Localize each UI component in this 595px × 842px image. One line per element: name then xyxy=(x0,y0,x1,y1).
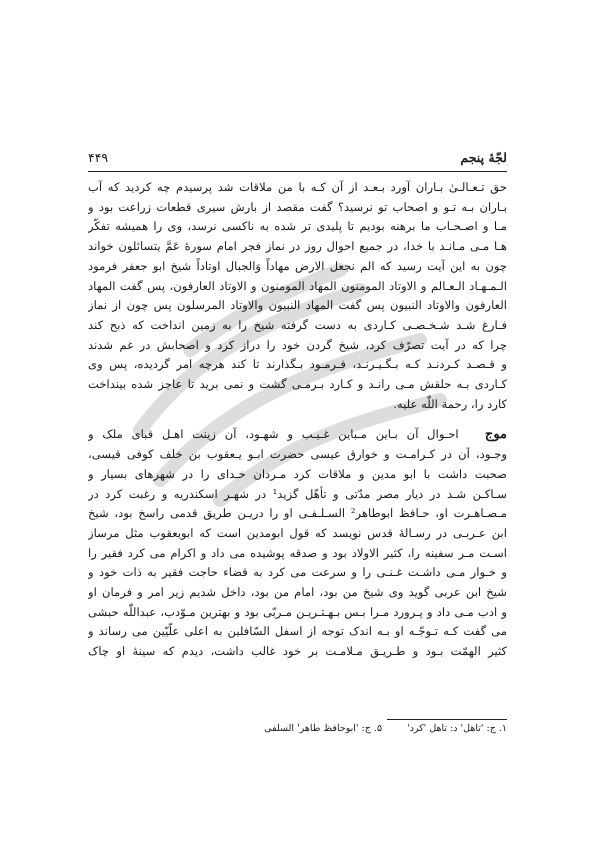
chapter-title: لجّهٔ پنجم xyxy=(460,150,507,165)
text-line: فـارغ شـد شـخـصـی کـاردی به دست گرفته شیخ را به زمین انداخت که ذبح کند xyxy=(88,317,507,332)
header-divider xyxy=(88,171,507,172)
paragraph-2 xyxy=(88,425,507,661)
text-line: هـا مـی مـانـد با خدا، در جمیع احوال روز در نماز فجر امام سورهٔ عَمَّ یتسائلون خواند xyxy=(88,239,507,254)
text-line: شیخ ابن عربی گوید وی شیخ من بود، امام من بود، داخل شدیم زیر امر و فرمان او xyxy=(88,585,507,600)
text-line: احـوال آن بـاین مـباین غـیـب و شهـود، آن زینت اهـل قبای ملک و xyxy=(88,427,459,442)
footnote-1: ۱. ج: 'تاهل' د: تاهل 'کرد' xyxy=(407,723,507,734)
text-line: کـاردی بـه حلقش مـی رانـد و کـارد بـرمـی گشت و نمی برید تا عاجز شده بینداخت xyxy=(88,377,507,392)
text-line: حق تـعـالـیٰ بـاران آورد بـعـد از آن کـه با من ملاقات شد پرسیدم چه کردید که آب xyxy=(88,180,507,194)
footnote-divider xyxy=(387,719,507,720)
footnotes xyxy=(88,723,507,734)
text-line: چرا که در آیت تصرّف کرد، شیخ گردن خود را دراز کرد و اصحابش در غم شدند xyxy=(88,337,507,352)
text-line: صحبت داشت با ابو مدین و ملاقات کرد مـردان خـدای را در شهرهای بسیار و xyxy=(88,466,507,481)
text-line: می گفت کـه تـوجّـه او بـه اندک توجه از اسفل السّافلین به اعلی علّیّین می رساند و xyxy=(88,624,507,639)
entry-heading: موج xyxy=(484,427,507,443)
text-line: اسـت مـر سفینه را، کثیر الاولاد بود و صدقه پوشیده می داد و اکرام می کرد فقیر را xyxy=(88,545,507,560)
text-line: چون به این آیت رسید که الم نجعل الارض مهاداً وَالجبال اوتاداً شیخ ابو جعفر فرمود xyxy=(88,258,507,273)
text-line: بـاران بـه تـو و اصحاب تو نرسید؟ گفت مقصد از بارش سیری قطعات زراعت بود و xyxy=(88,199,507,214)
text-line: العارفون والاوتاد النبیون پس گفت المهاد النبیون والاوتاد المرسلون پس چون از نماز xyxy=(88,298,507,313)
running-header xyxy=(88,150,507,170)
text-line: سـاکـن شـد در دیار مصر مدّتی و تأهّل گزید¹ در شهـر اسکندریه و رغبت کرد در xyxy=(88,486,507,501)
text-line: مـصـاهـرت او، حـافظ ابوطاهر² السـلـفـی او را دریـن طریق قدمی راسخ بود، شیخ xyxy=(88,506,507,521)
text-line: ابن عـربـی در رسـالهٔ قدس نویسد که قول ابومدین است که ابویعقوب مثل مرساز xyxy=(88,525,507,540)
text-line: کثیر الهمّت بـود و طـریـق مـلامـت بر خود غالب داشت، دیدم که سینهٔ او چاک xyxy=(88,644,507,659)
text-line: و قـصـد کـردنـد کـه بـگـیـرنـد، فـرمـود بـگذارند تا کند هرچه امر گردیده، پس وی xyxy=(88,357,507,372)
page-number: ۴۴۹ xyxy=(88,150,109,165)
text-line: الـمـهـاد الـعـالم و الاوتاد المومنون المهاد المومنون و الاوتاد العارفون، پس گفت المهاد xyxy=(88,278,507,293)
text-line: وجـود، آن در کـرامـت و خوارق عیسی حضرت ابـو یـعقوب بن خلف کوفی قیسی، xyxy=(88,447,507,462)
text-line: کارد را، رحمة اللّٰه علیه. xyxy=(393,396,507,411)
text-line: و خـوار مـی داشـت غـنـی را و سرعت می کرد به قضاء حاجت فقیر به ذات خود و xyxy=(88,565,507,580)
main-text xyxy=(88,178,507,662)
text-line: مـا و اصـحـاب ما برهنه بودیم تا پلیدی تر شده به ناکسی نرسد، وی را همیشه تفکّر xyxy=(88,219,507,234)
text-line: و ادب مـی داد و پـرورد مـرا بـس بـهـتـریـن مـربّی بود و بهترین مـوّدب، عبداللّٰه حبشی xyxy=(88,604,507,619)
paragraph-1 xyxy=(88,178,507,414)
footnote-2: ۵. ج: 'ابوحافظ طاهر' السلفی xyxy=(264,723,383,734)
